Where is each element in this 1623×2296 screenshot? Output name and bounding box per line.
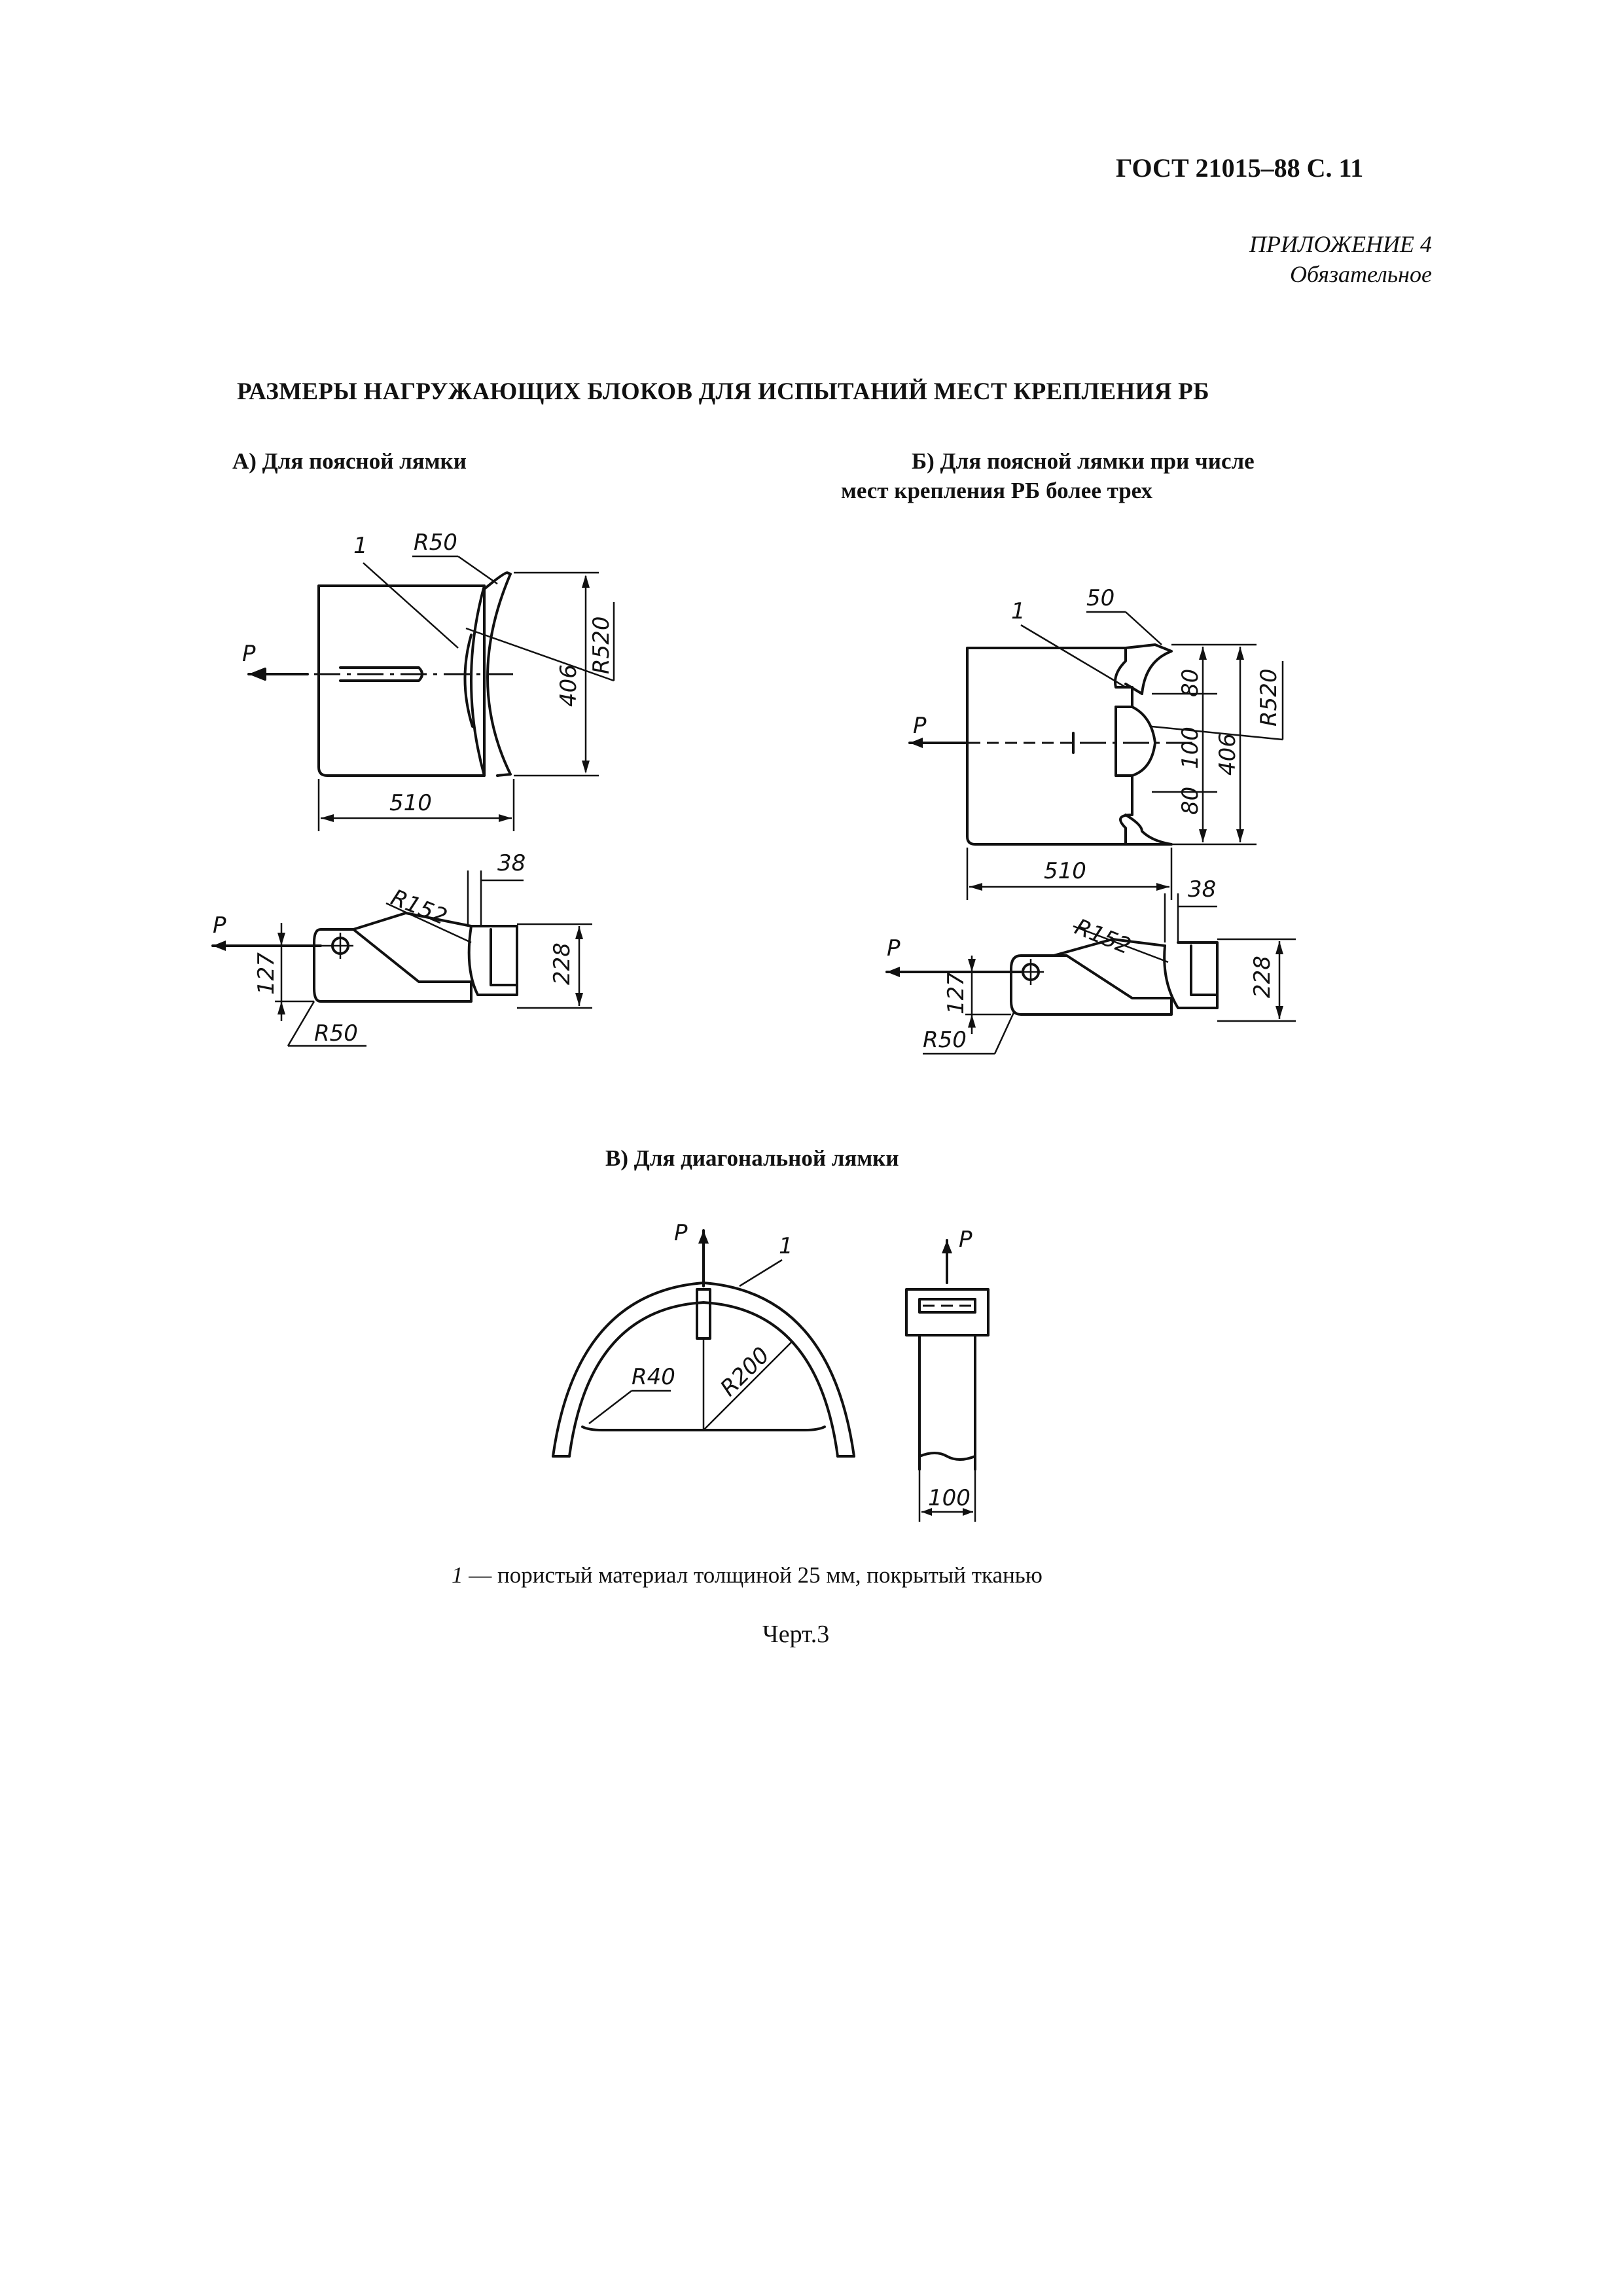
drawing-b-406: 406 [1215,733,1241,776]
drawing-v-r40: R40 [632,1364,675,1390]
drawing-b-100: 100 [1177,726,1204,769]
section-v-heading: В) Для диагональной лямки [605,1145,899,1171]
drawing-b-38: 38 [1188,876,1217,903]
drawing-a-510: 510 [389,790,432,816]
drawing-b-127: 127 [943,972,969,1014]
drawing-b-80-top: 80 [1177,668,1204,697]
drawing-b-r520: R520 [1256,668,1282,726]
drawing-a-r50-top: R50 [414,529,457,556]
section-b-heading-line1: Б) Для поясной лямки при числе [912,448,1255,474]
drawing-v-side-view [906,1240,988,1522]
drawing-b-r50: R50 [923,1027,967,1053]
drawing-b-50: 50 [1086,585,1115,611]
drawing-a-r520: R520 [588,616,615,674]
drawing-b-80-bottom: 80 [1177,786,1204,815]
drawing-a-r152: R152 [387,884,451,931]
document-reference: ГОСТ 21015–88 С. 11 [1116,153,1364,183]
drawing-v-100: 100 [928,1485,971,1511]
drawing-b-228: 228 [1249,956,1275,998]
drawing-v-callout: 1 [779,1233,793,1259]
drawing-a-force-label: P [242,641,256,667]
drawing-v-force-label: P [674,1220,688,1246]
drawing-b-force-side: P [887,935,901,961]
drawing-v-r200: R200 [715,1342,775,1402]
drawing-b-r152: R152 [1071,914,1135,960]
appendix-label: ПРИЛОЖЕНИЕ 4 [1249,231,1432,257]
drawing-a-406: 406 [556,664,582,707]
drawing-v-front-view [553,1230,854,1456]
drawing-a-callout: 1 [353,533,368,559]
drawing-a-38: 38 [497,850,526,876]
drawing-a-r50-bottom: R50 [314,1020,358,1047]
legend-text: — пористый материал толщиной 25 мм, покрытый тканью [463,1562,1043,1588]
page-title: РАЗМЕРЫ НАГРУЖАЮЩИХ БЛОКОВ ДЛЯ ИСПЫТАНИЙ МЕСТ КРЕПЛЕНИЯ РБ [237,378,1209,405]
figure-label: Черт.3 [762,1621,830,1648]
drawing-a-force-side: P [213,912,226,939]
appendix-status: Обязательное [1290,261,1432,287]
drawing-a-228: 228 [549,942,575,985]
section-a-heading: А) Для поясной лямки [232,448,467,474]
drawing-a-127: 127 [253,952,279,995]
section-b-heading-line2: мест крепления РБ более трех [841,478,1153,503]
drawing-b-force-label: P [913,713,927,739]
legend [452,1562,1043,1588]
drawing-b-510: 510 [1044,858,1086,884]
legend-number: 1 [452,1562,463,1588]
drawing-b-callout: 1 [1011,598,1026,624]
drawing-v-force-side: P [959,1227,972,1253]
